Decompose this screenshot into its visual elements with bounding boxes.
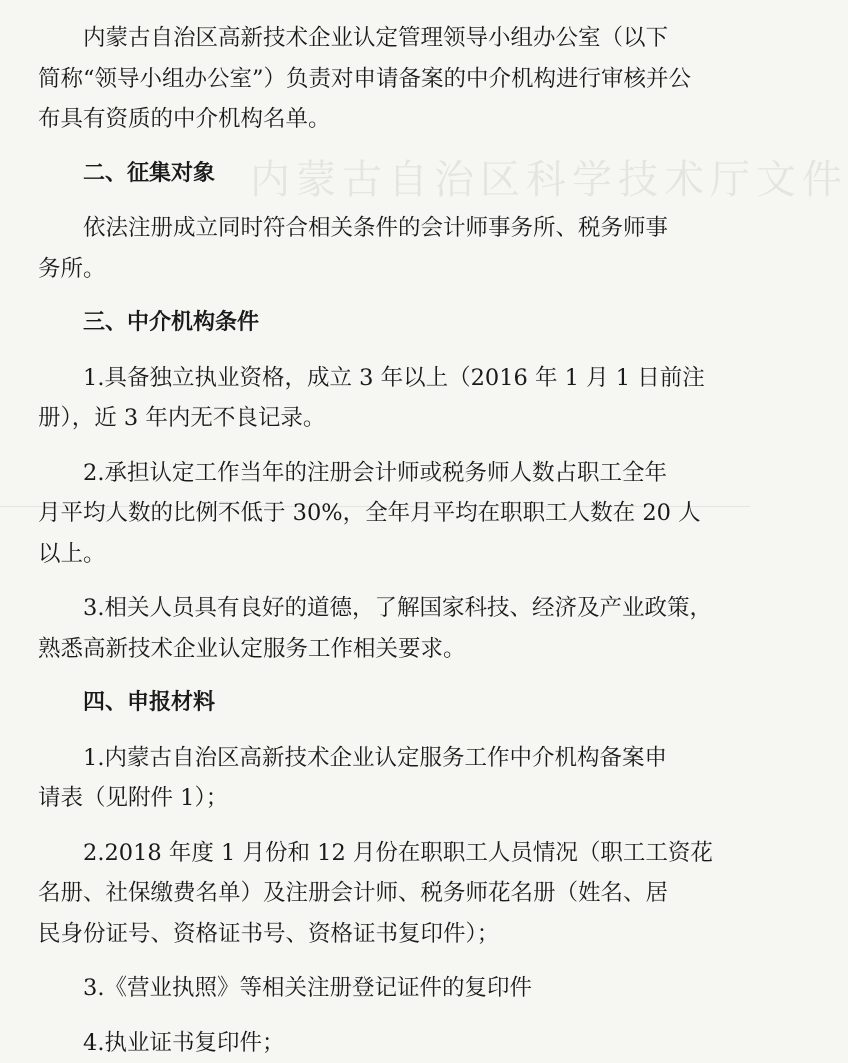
paragraph [38,833,716,955]
bleed-through-text: 内蒙古自治区科学技术厅文件 [250,148,848,205]
text-line: 3.相关人员具有良好的道德，了解国家科技、经济及产业政策， [38,588,716,629]
paragraph [38,453,716,575]
heading-text: 二、征集对象 [38,154,716,195]
heading-text: 三、中介机构条件 [38,303,716,344]
paragraph [38,18,716,140]
text-line: 熟悉高新技术企业认定服务工作相关要求。 [38,629,716,670]
paragraph [38,208,716,289]
text-line: 1.具备独立执业资格，成立 3 年以上（2016 年 1 月 1 日前注 [38,358,716,399]
paragraph [38,588,716,669]
text-line: 布具有资质的中介机构名单。 [38,99,716,140]
section-heading [38,154,716,195]
text-line: 2.2018 年度 1 月份和 12 月份在职职工人员情况（职工工资花 [38,833,716,874]
text-line: 民身份证号、资格证书号、资格证书复印件）； [38,914,716,955]
text-line: 简称“领导小组办公室”）负责对申请备案的中介机构进行审核并公 [38,59,716,100]
section-heading [38,683,716,724]
text-line: 依法注册成立同时符合相关条件的会计师事务所、税务师事 [38,208,716,249]
paragraph [38,1023,716,1063]
text-line: 务所。 [38,249,716,290]
text-line: 请表（见附件 1）； [38,778,716,819]
section-heading [38,303,716,344]
text-line: 月平均人数的比例不低于 30%，全年月平均在职职工人数在 20 人 [38,493,716,534]
heading-text: 四、申报材料 [38,683,716,724]
text-line: 4.执业证书复印件； [38,1023,716,1063]
text-line: 以上。 [38,534,716,575]
text-line: 3.《营业执照》等相关注册登记证件的复印件 [38,968,716,1009]
text-line: 内蒙古自治区高新技术企业认定管理领导小组办公室（以下 [38,18,716,59]
paragraph [38,358,716,439]
text-line: 2.承担认定工作当年的注册会计师或税务师人数占职工全年 [38,453,716,494]
paragraph [38,738,716,819]
text-line: 名册、社保缴费名单）及注册会计师、税务师花名册（姓名、居 [38,873,716,914]
paragraph [38,968,716,1009]
text-line: 册），近 3 年内无不良记录。 [38,398,716,439]
text-line: 1.内蒙古自治区高新技术企业认定服务工作中介机构备案申 [38,738,716,779]
